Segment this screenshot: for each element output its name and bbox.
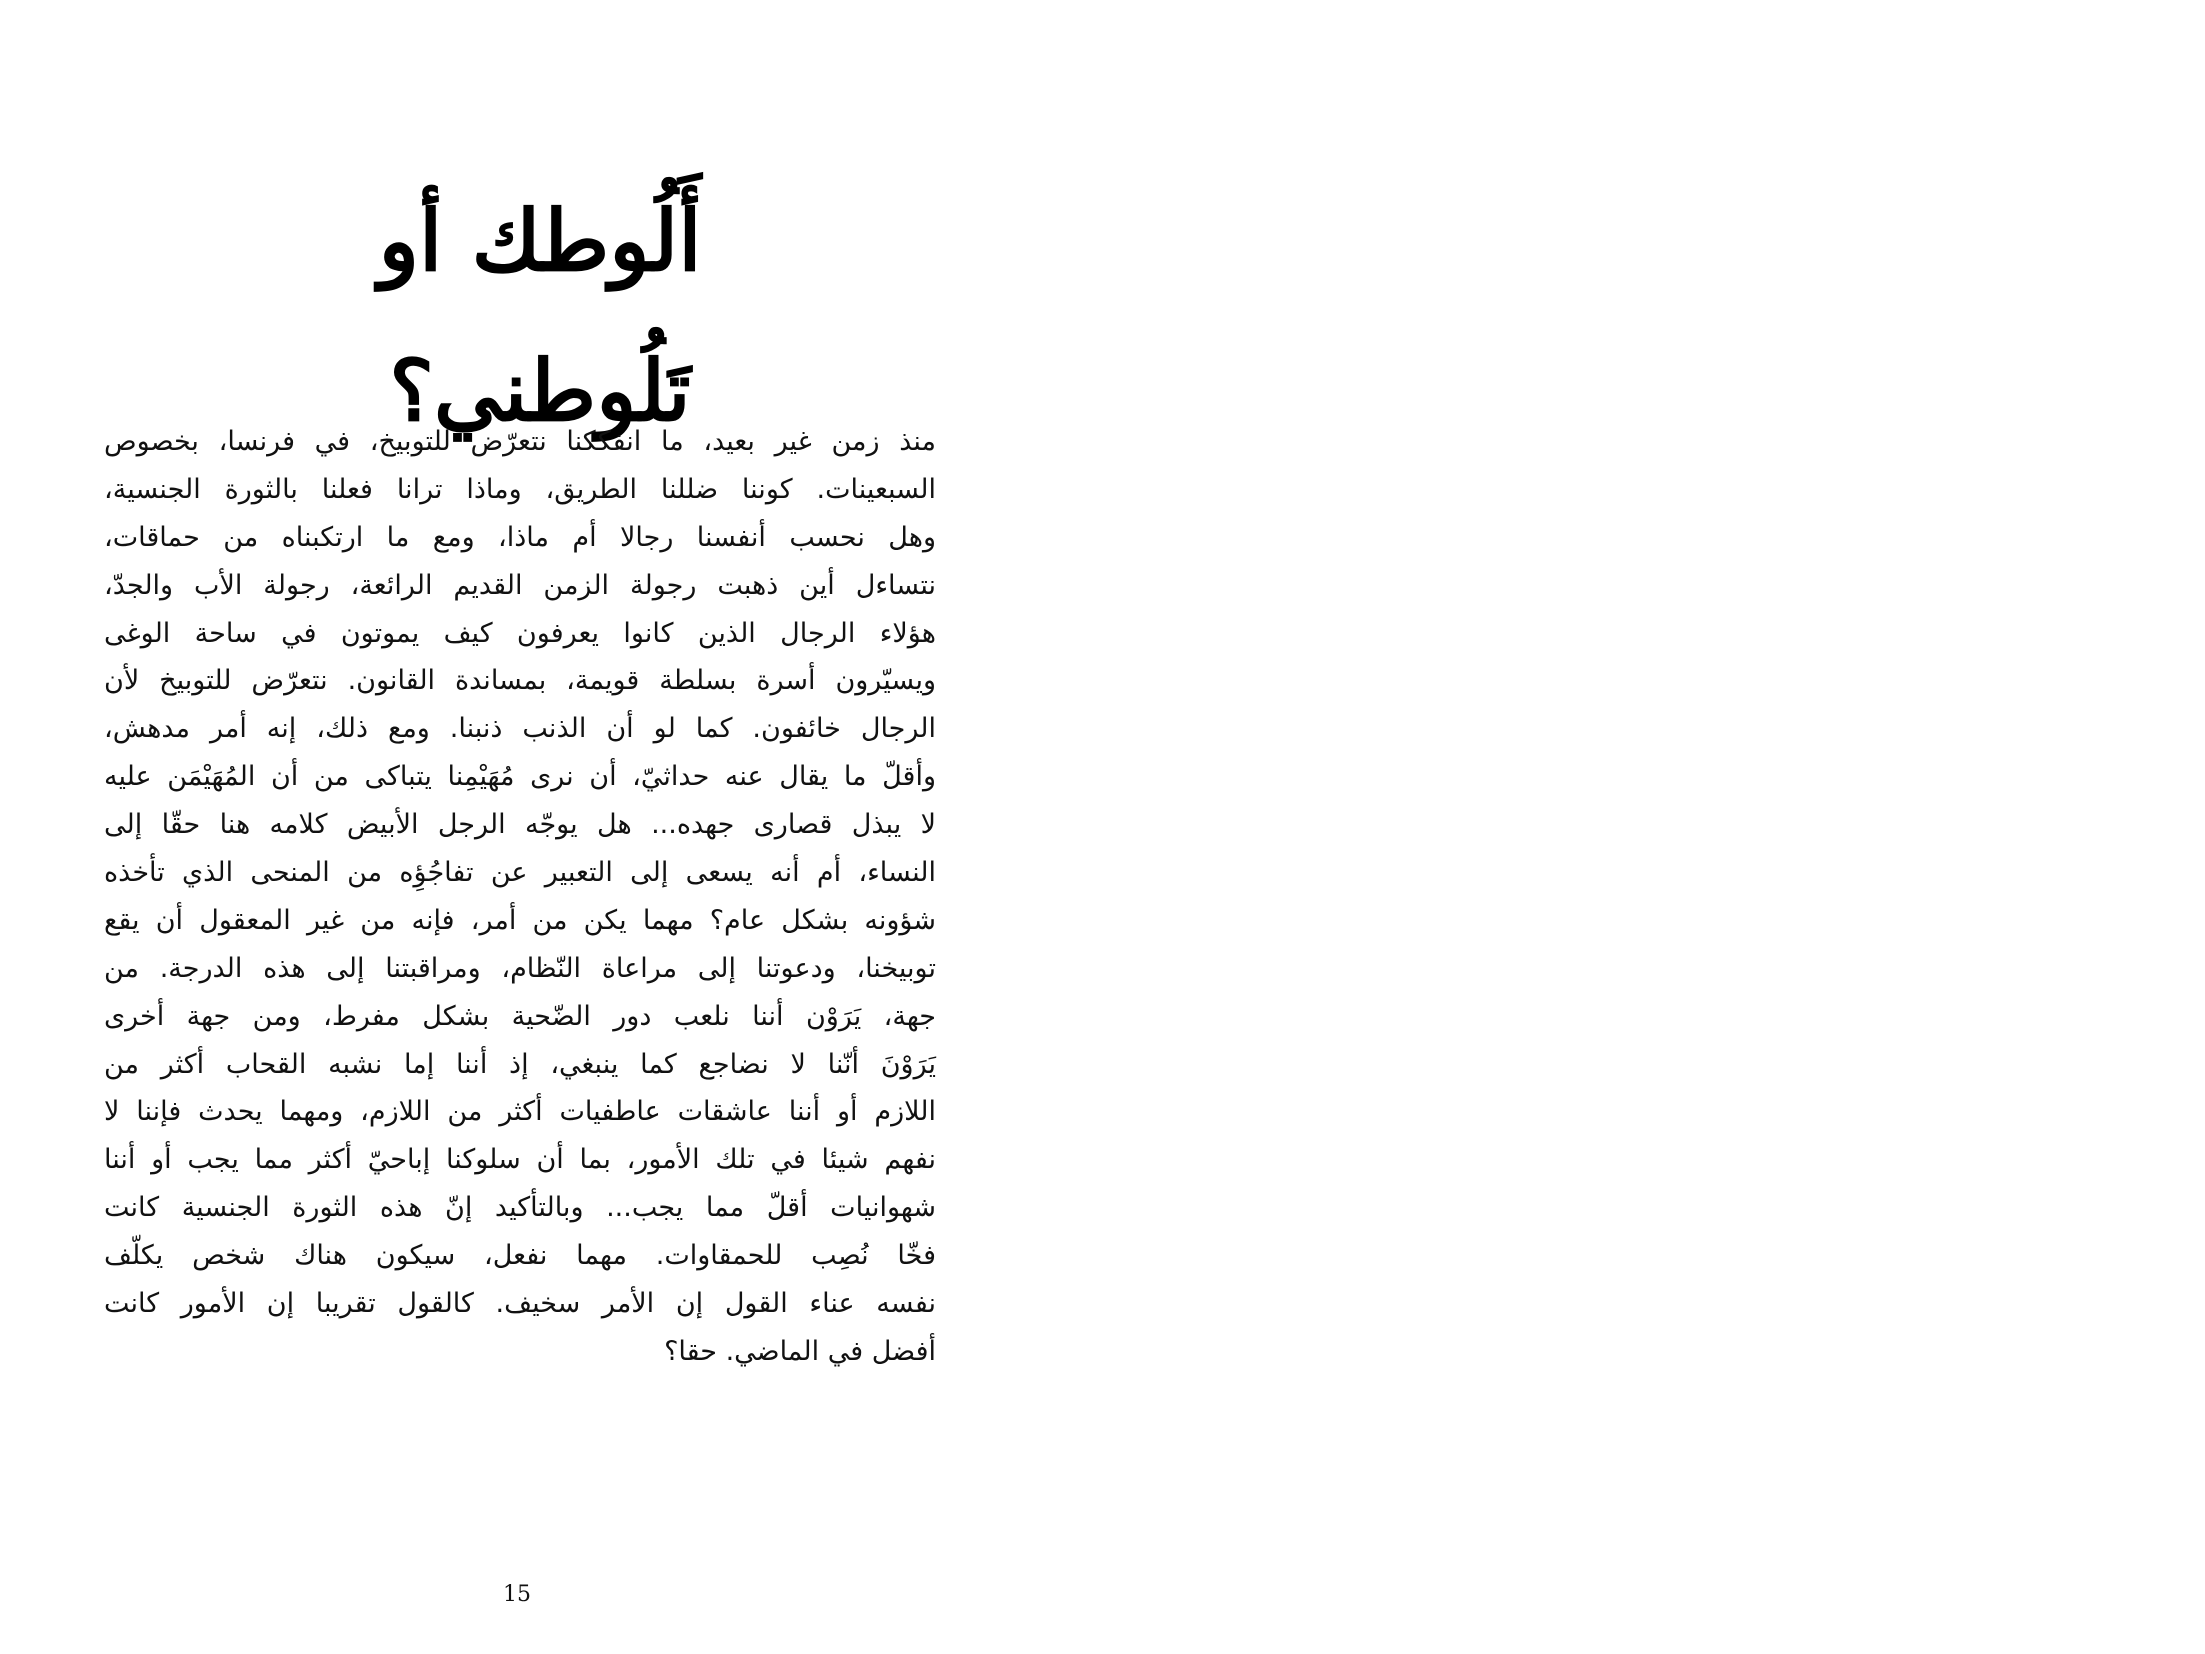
- body-paragraph: [104, 418, 936, 1376]
- text-line: وهل نحسب أنفسنا رجالا أم ماذا، ومع ما ارتكبناه من حماقات،: [104, 521, 936, 553]
- text-line: النساء، أم أنه يسعى إلى التعبير عن تفاجُؤِه من المنحى الذي تأخذه: [104, 857, 936, 889]
- text-line: هؤلاء الرجال الذين كانوا يعرفون كيف يموتون في ساحة الوغى: [104, 617, 936, 649]
- text-line: ويسيّرون أسرة بسلطة قويمة، بمساندة القانون. نتعرّض للتوبيخ لأن: [104, 665, 936, 697]
- text-line: الرجال خائفون. كما لو أن الذنب ذنبنا. ومع ذلك، إنه أمر مدهش،: [104, 713, 936, 745]
- text-line: يَرَوْنَ أنّنا لا نضاجع كما ينبغي، إذ أننا إما نشبه القحاب أكثر من: [104, 1048, 936, 1080]
- text-line: نفهم شيئا في تلك الأمور، بما أن سلوكنا إباحيّ أكثر مما يجب أو أننا: [104, 1144, 936, 1176]
- text-line: منذ زمن غير بعيد، ما انفككنا نتعرّض للتوبيخ، في فرنسا، بخصوص: [104, 426, 936, 457]
- text-line: السبعينات. كوننا ضللنا الطريق، وماذا ترانا فعلنا بالثورة الجنسية،: [104, 473, 936, 505]
- text-line: اللازم أو أننا عاشقات عاطفيات أكثر من اللازم، ومهما يحدث فإننا لا: [104, 1096, 936, 1128]
- text-line: جهة، يَرَوْن أننا نلعب دور الضّحية بشكل مفرط، ومن جهة أخرى: [104, 1000, 936, 1032]
- text-line: شهوانيات أقلّ مما يجب... وبالتأكيد إنّ هذه الثورة الجنسية كانت: [104, 1192, 936, 1224]
- text-line: لا يبذل قصارى جهده... هل يوجّه الرجل الأبيض كلامه هنا حقّا إلى: [104, 809, 936, 841]
- text-line: فخّا نُصِب للحمقاوات. مهما نفعل، سيكون هناك شخص يكلّف: [104, 1240, 936, 1272]
- text-line: أفضل في الماضي. حقا؟: [664, 1335, 936, 1367]
- text-line: نتساءل أين ذهبت رجولة الزمن القديم الرائعة، رجولة الأب والجدّ،: [104, 569, 936, 601]
- chapter-title: أَلُوطك أو تَلُوطني؟: [378, 191, 702, 441]
- text-line: نفسه عناء القول إن الأمر سخيف. كالقول تقريبا إن الأمور كانت: [104, 1288, 936, 1320]
- text-line: شؤونه بشكل عام؟ مهما يكن من أمر، فإنه من غير المعقول أن يقع: [104, 904, 936, 936]
- text-line: توبيخنا، ودعوتنا إلى مراعاة النّظام، ومراقبتنا إلى هذه الدرجة. من: [104, 952, 936, 984]
- text-line: وأقلّ ما يقال عنه حداثيّ، أن نرى مُهَيْمِنا يتباكى من أن المُهَيْمَن عليه: [104, 761, 936, 793]
- page-number: 15: [503, 1582, 531, 1607]
